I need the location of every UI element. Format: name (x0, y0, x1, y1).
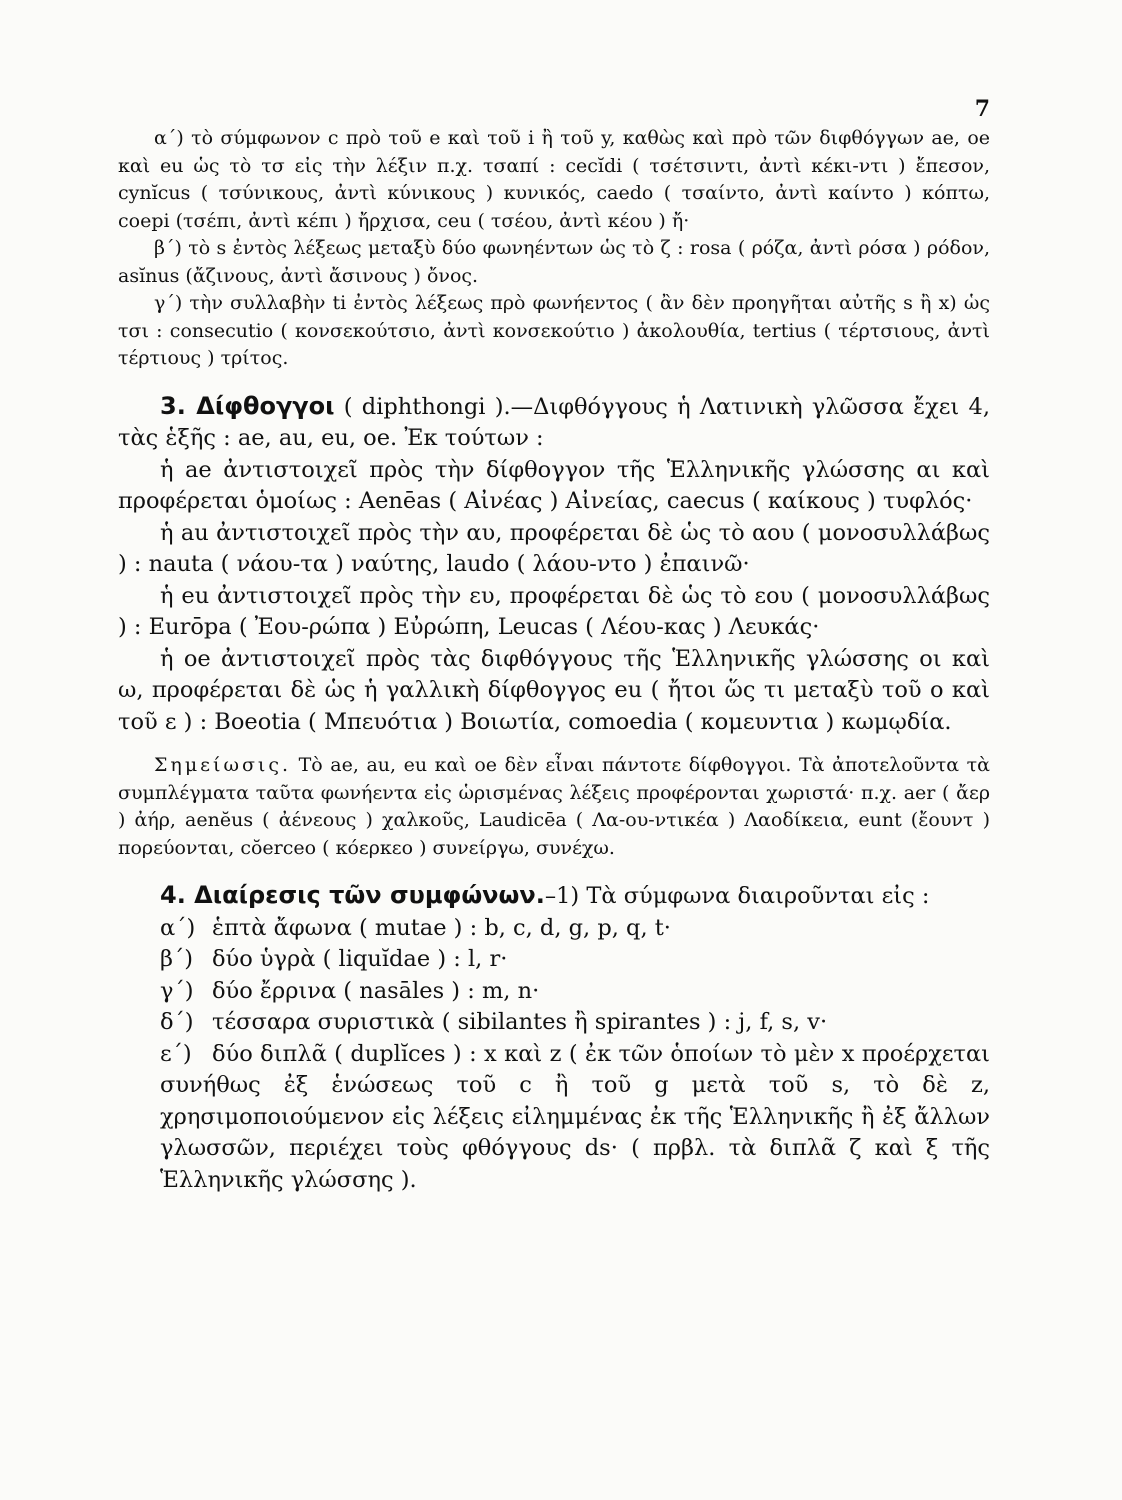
note-block (118, 752, 990, 862)
list-marker: α΄) (160, 914, 196, 941)
list-item (118, 913, 990, 945)
paragraph-alpha: α΄) τὸ σύμφωνον c πρὸ τοῦ e καὶ τοῦ i ἢ τοῦ y, καθὼς καὶ πρὸ τῶν διφθόγγων ae, oe καὶ eu ὡς τὸ τσ εἰς τὴν λέξιν π.χ. τσαπί : cecĭdi ( τσέτσιντι, ἀντὶ κέκι-ντι ) ἔπεσον, cynĭcus ( τσύνικους, ἀντὶ κύνικους ) κυνικός, caedo ( τσαίντο, ἀντὶ καίντο ) κόπτω, coepi (τσέπι, ἀντὶ κέπι ) ἤρχισα, ceu ( τσέου, ἀντὶ κέου ) ἤ· (118, 127, 990, 232)
list-text: δύο ἔρρινα ( nasāles ) : m, n· (212, 977, 540, 1004)
list-text: δύο ὑγρὰ ( liquĭdae ) : l, r· (212, 946, 508, 972)
paragraph-gamma: γ΄) τὴν συλλαβὴν ti ἐντὸς λέξεως πρὸ φωνήεντος ( ἂν δὲν προηγῆται αὐτῆς s ἢ x) ὡς τσι : consecutio ( κονσεκούτσιο, ἀντὶ κονσεκούτιο ) ἀκολουθία, tertius ( τέρτσιους, ἀντὶ τέρτιους ) τρίτος. (118, 292, 990, 369)
list-marker: ε΄) (160, 1040, 192, 1067)
paragraph-ae: ἡ ae ἀντιστοιχεῖ πρὸς τὴν δίφθογγον τῆς Ἑλληνικῆς γλώσσης αι καὶ προφέρεται ὁμοίως : Aenēas ( Αἰνέας ) Αἰνείας, caecus ( καίκους ) τυφλός· (118, 456, 990, 514)
list-item (118, 1039, 990, 1197)
list-marker: β΄) (160, 946, 194, 972)
section-4-heading: 4. Διαίρεσις τῶν συμφώνων. (160, 881, 545, 909)
section-3-intro (118, 391, 990, 455)
list-marker: δ΄) (160, 1009, 194, 1035)
section-3-intro-text: ( diphthongi ).—Διφθόγγους ἡ Λατινικὴ γλῶσσα ἔχει 4, τὰς ἑξῆς : ae, au, eu, oe. Ἐκ τούτων : (118, 393, 990, 451)
list-marker: γ΄) (160, 977, 194, 1004)
list-item (118, 1007, 990, 1039)
list-item (118, 976, 990, 1008)
paragraph-au: ἡ au ἀντιστοιχεῖ πρὸς τὴν αυ, προφέρεται δὲ ὡς τὸ αου ( μονοσυλλάβως ) : nauta ( νάου-τα ) ναύτης, laudo ( λάου-ντο ) ἐπαινῶ· (118, 519, 990, 577)
section-3-heading: 3. Δίφθογγοι (160, 391, 335, 420)
list-text: τέσσαρα συριστικὰ ( sibilantes ἢ spirantes ) : j, f, s, v· (212, 1009, 828, 1035)
list-text: δύο διπλᾶ ( duplĭces ) : x καὶ z ( ἐκ τῶν ὁποίων τὸ μὲν x προέρχεται συνήθως ἐξ ἑνώσεως τοῦ c ἢ τοῦ g μετὰ τοῦ s, τὸ δὲ z, χρησιμοποιούμενον εἰς λέξεις εἰλημμένας ἐκ τῆς Ἑλληνικῆς ἢ ἐξ ἄλλων γλωσσῶν, περιέχει τοὺς φθόγγους ds· ( πρβλ. τὰ διπλᾶ ζ καὶ ξ τῆς Ἑλληνικῆς γλώσσης ). (160, 1040, 990, 1193)
intro-section (118, 125, 990, 373)
paragraph-eu: ἡ eu ἀντιστοιχεῖ πρὸς τὴν ευ, προφέρεται δὲ ὡς τὸ εου ( μονοσυλλάβως ) : Eurōpa ( Ἐου-ρώπα ) Εὐρώπη, Leucas ( Λέου-κας ) Λευκάς· (118, 582, 990, 640)
note-text: Τὸ ae, au, eu καὶ oe δὲν εἶναι πάντοτε δίφθογγοι. Τὰ ἀποτελοῦντα τὰ συμπλέγματα ταῦτα φωνήεντα εἰς ὡρισμένας λέξεις προφέρονται χωριστά· π.χ. aer ( ἄερ ) ἀήρ, aenĕus ( ἀένεους ) χαλκοῦς, Laudicēa ( Λα-ου-ντικέα ) Λαοδίκεια, eunt (ἔουντ ) πορεύονται, cŏerceo ( κόερκεο ) συνείργω, συνέχω. (118, 754, 990, 859)
page-body (118, 125, 990, 1196)
list-item (118, 944, 990, 976)
page-number: 7 (974, 96, 990, 122)
section-diphthongs (118, 391, 990, 739)
list-text: ἑπτὰ ἄφωνα ( mutae ) : b, c, d, g, p, q, t· (212, 914, 671, 941)
note-label: Σημείωσις. (154, 754, 292, 776)
paragraph-oe: ἡ oe ἀντιστοιχεῖ πρὸς τὰς διφθόγγους τῆς Ἑλληνικῆς γλώσσης οι καὶ ω, προφέρεται δὲ ὡς ἡ γαλλικὴ δίφθογγος eu ( ἤτοι ὥς τι μεταξὺ τοῦ ο καὶ τοῦ ε ) : Boeotia ( Μπευότια ) Βοιωτία, comoedia ( κομευντια ) κωμῳδία. (118, 645, 990, 735)
section-consonants (118, 880, 990, 1196)
paragraph-beta: β΄) τὸ s ἐντὸς λέξεως μεταξὺ δύο φωνηέντων ὡς τὸ ζ : rosa ( ρόζα, ἀντὶ ρόσα ) ρόδον, asĭnus (ἄζινους, ἀντὶ ἄσινους ) ὄνος. (118, 237, 990, 287)
note-paragraph (118, 752, 990, 862)
section-4-intro-text: –1) Τὰ σύμφωνα διαιροῦνται εἰς : (544, 883, 930, 909)
section-4-intro (118, 880, 990, 913)
